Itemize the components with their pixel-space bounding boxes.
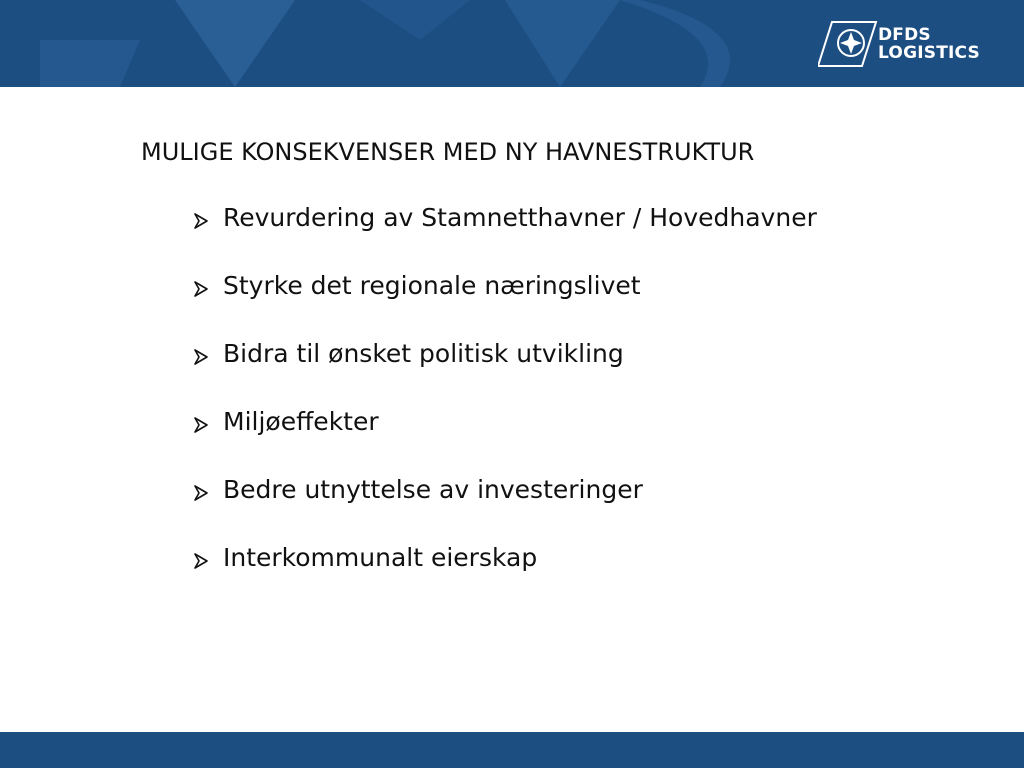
arrow-bullet-icon (193, 475, 223, 509)
bullet-text: Miljøeffekter (223, 407, 379, 436)
bullet-list (193, 203, 817, 611)
arrow-bullet-icon (193, 271, 223, 305)
arrow-bullet-icon (193, 339, 223, 373)
bullet-item (193, 271, 817, 339)
slide-title: MULIGE KONSEKVENSER MED NY HAVNESTRUKTUR (141, 138, 755, 166)
bullet-text: Styrke det regionale næringslivet (223, 271, 641, 300)
bullet-text: Bedre utnyttelse av investeringer (223, 475, 643, 504)
footer-bar (0, 732, 1024, 768)
bullet-item (193, 543, 817, 611)
dfds-logistics-logo (818, 18, 993, 70)
bullet-item (193, 339, 817, 407)
bullet-text: Bidra til ønsket politisk utvikling (223, 339, 624, 368)
arrow-bullet-icon (193, 543, 223, 577)
bullet-text: Interkommunalt eierskap (223, 543, 538, 572)
bullet-item (193, 203, 817, 271)
bullet-text: Revurdering av Stamnetthavner / Hovedhavner (223, 203, 817, 232)
logo-line1: DFDS (878, 25, 931, 45)
bullet-item (193, 407, 817, 475)
bullet-item (193, 475, 817, 543)
logo-line2: LOGISTICS (878, 43, 980, 63)
arrow-bullet-icon (193, 203, 223, 237)
arrow-bullet-icon (193, 407, 223, 441)
header-banner (0, 0, 1024, 87)
logo-wordmark (878, 26, 980, 62)
dfds-emblem-icon (818, 18, 878, 70)
